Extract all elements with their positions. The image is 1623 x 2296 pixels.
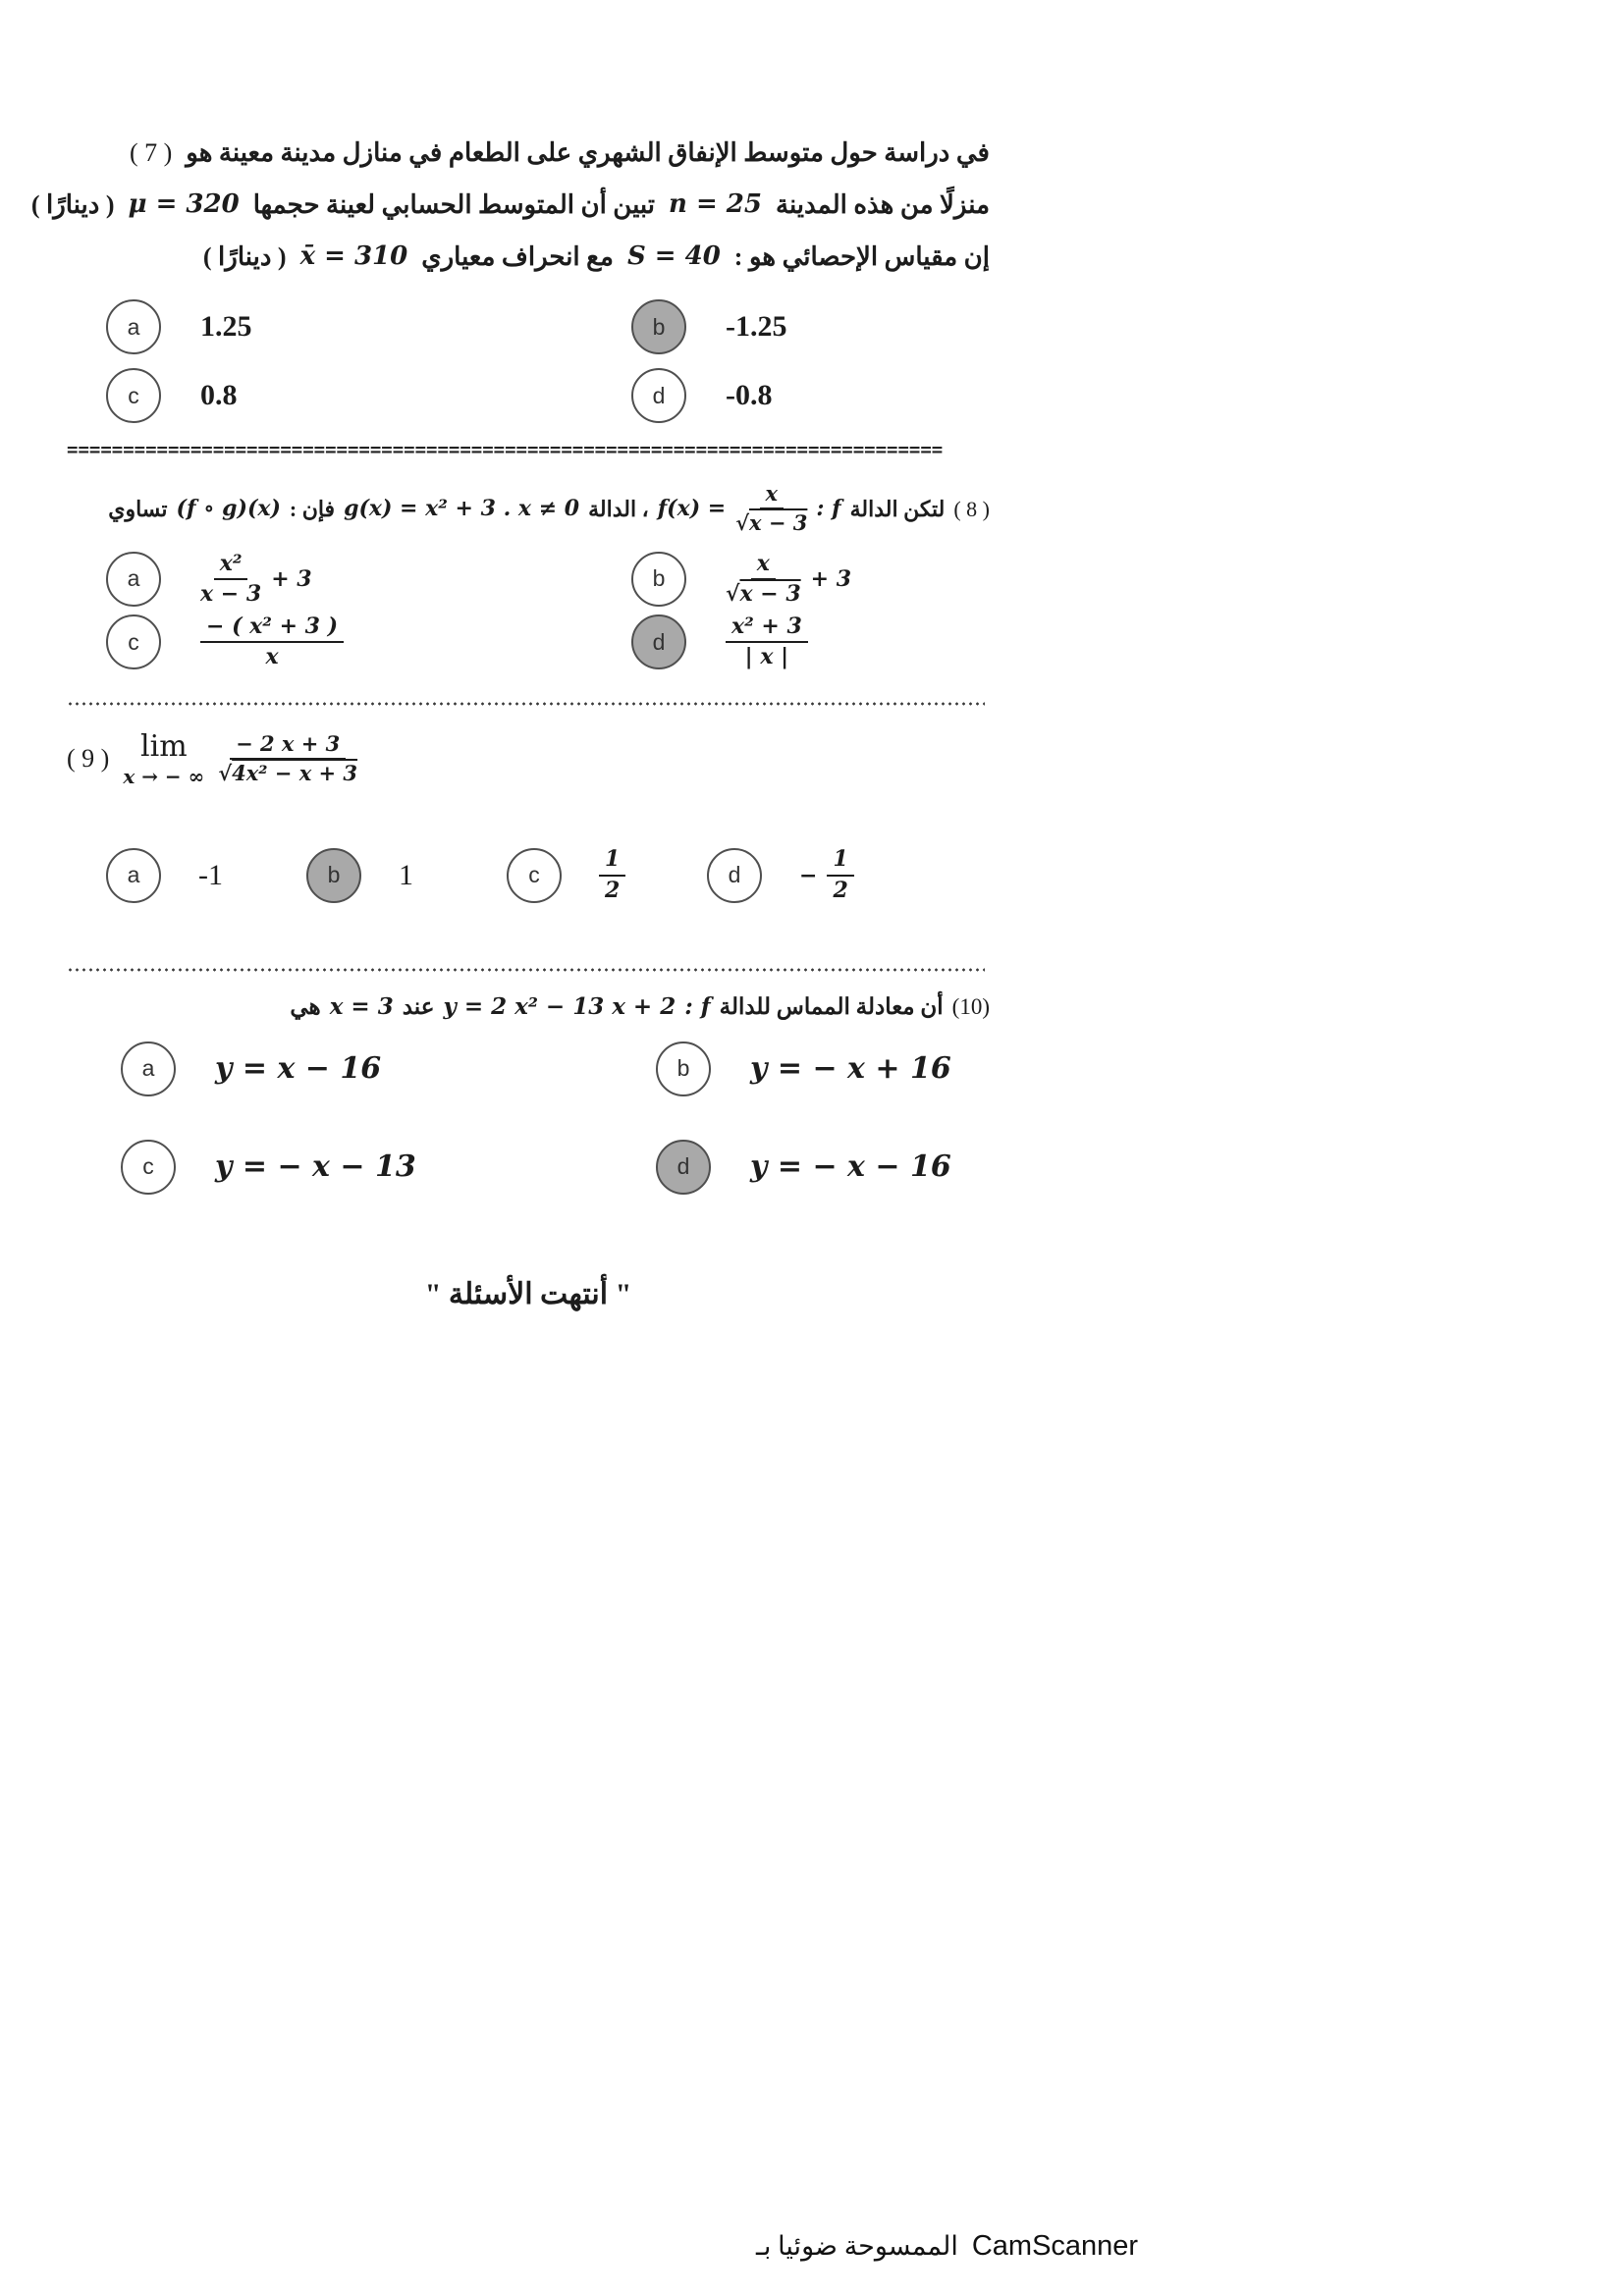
option-letter: b <box>652 313 666 340</box>
equals-separator: ============================================================================== <box>67 439 944 461</box>
limit-operator <box>123 727 204 791</box>
q7-unit-dinar-1: ( دينارًا ) <box>30 190 115 220</box>
q8-intro: لتكن الدالة <box>849 496 946 521</box>
q10-f-label: f : <box>684 992 711 1020</box>
q8-option-a-circle <box>106 552 161 607</box>
q10-option-c-value: y = − x − 13 <box>215 1149 416 1185</box>
q10-curve-equation: y = 2 x² − 13 x + 2 <box>443 992 676 1020</box>
camscanner-brand: CamScanner <box>971 2230 1139 2262</box>
option-letter: a <box>127 862 140 888</box>
q7-unit-dinar-2: ( دينارًا ) <box>202 242 287 272</box>
option-letter: d <box>652 382 666 408</box>
q7-option-c <box>106 368 631 423</box>
q7-text-std-dev: مع انحراف معياري <box>421 242 614 272</box>
q10-point-equation: x = 3 <box>329 992 394 1020</box>
q9-option-d-circle <box>707 848 762 903</box>
radical-sign: √ <box>735 510 750 536</box>
q8-options <box>67 552 990 670</box>
q8-f-def-prefix: f(x) = <box>657 495 727 521</box>
lim-word: lim <box>140 728 188 764</box>
q9-option-c-circle <box>507 848 562 903</box>
q10-option-b <box>656 1041 990 1096</box>
q8-number: ( 8 ) <box>953 496 990 521</box>
q8-then: فإن : <box>289 496 336 521</box>
option-letter: c <box>128 382 139 408</box>
formula-suffix: + 3 <box>810 565 852 592</box>
fraction <box>726 552 801 608</box>
fraction-numerator: 1 <box>827 847 853 876</box>
question-7 <box>30 135 990 423</box>
fraction-numerator: − ( x² + 3 ) <box>200 614 344 643</box>
q8-option-c-circle <box>106 614 161 669</box>
f-fraction <box>735 482 807 535</box>
q9-option-b-circle <box>306 848 361 903</box>
exam-content <box>30 135 990 1341</box>
q7-text-statistic: إن مقياس الإحصائي هو : <box>733 242 990 272</box>
q8-option-b-circle <box>631 552 686 607</box>
fraction-numerator: 1 <box>599 847 625 876</box>
radical-sign: √ <box>726 580 740 607</box>
n-equation: n = 25 <box>669 189 762 220</box>
fraction-numerator: x² <box>214 552 248 580</box>
mu-equation: μ = 320 <box>128 189 240 220</box>
q7-option-d-value: -0.8 <box>726 379 773 412</box>
fraction-numerator: x <box>751 552 776 580</box>
q7-option-a <box>106 299 631 354</box>
option-letter: d <box>676 1153 690 1180</box>
q8-option-c <box>106 614 631 670</box>
q8-option-a-formula <box>200 552 312 608</box>
q8-option-b <box>631 552 990 608</box>
q10-option-a-circle <box>121 1041 176 1096</box>
option-letter: c <box>142 1153 154 1180</box>
fraction-sign: − <box>799 862 818 888</box>
q10-options <box>67 1041 990 1195</box>
q10-option-b-value: y = − x + 16 <box>750 1051 951 1087</box>
q7-option-d <box>631 368 990 423</box>
q8-f-definition <box>658 482 808 535</box>
option-letter: a <box>141 1055 155 1082</box>
fraction <box>599 847 625 903</box>
q8-text <box>67 482 990 535</box>
q7-text-line1: في دراسة حول متوسط الإنفاق الشهري على الطعام في منازل مدينة معينة هو <box>186 138 990 167</box>
option-letter: d <box>652 628 666 655</box>
q10-text <box>67 991 990 1022</box>
q7-line-2 <box>30 187 990 222</box>
q9-option-d-value <box>799 847 870 903</box>
q8-option-a <box>106 552 631 608</box>
q8-f-label: f : <box>816 495 841 521</box>
q9-text <box>67 727 990 791</box>
radicand: 4x² − x + 3 <box>232 761 358 785</box>
q7-option-b <box>631 299 990 354</box>
q10-option-a <box>121 1041 656 1096</box>
q10-intro: أن معادلة المماس للدالة <box>719 993 944 1019</box>
question-10 <box>67 991 990 1195</box>
end-of-questions-text: " أنتهت الأسئلة " <box>424 1277 632 1310</box>
fraction-denominator <box>726 580 801 607</box>
q8-g-definition: g(x) = x² + 3 . x ≠ 0 <box>344 495 580 521</box>
option-letter: c <box>128 628 139 655</box>
option-letter: b <box>652 565 666 592</box>
option-letter: b <box>676 1055 690 1082</box>
q7-option-a-value: 1.25 <box>200 310 252 344</box>
lim-subscript: x → − ∞ <box>123 765 205 789</box>
q7-text-homes: منزلًا من هذه المدينة <box>776 190 990 220</box>
q9-option-b-value: 1 <box>399 858 413 891</box>
option-letter: a <box>127 313 140 340</box>
q10-option-a-value: y = x − 16 <box>215 1051 382 1087</box>
q10-at-word: عند <box>402 993 435 1019</box>
fraction-numerator: x² + 3 <box>726 614 808 643</box>
fraction-denominator: | x | <box>744 644 789 670</box>
s-equation: S = 40 <box>626 241 721 272</box>
option-letter: a <box>127 565 140 592</box>
question-8 <box>67 482 990 669</box>
q9-option-c-value <box>599 847 670 903</box>
q7-option-b-value: -1.25 <box>726 310 787 344</box>
q8-mid: ، الدالة <box>588 496 649 521</box>
fraction-denominator <box>735 509 807 535</box>
radicand: x − 3 <box>749 510 808 536</box>
option-letter: b <box>327 862 341 888</box>
fraction <box>827 847 853 903</box>
formula-suffix: + 3 <box>271 565 312 592</box>
fraction <box>200 552 261 608</box>
q8-option-c-formula <box>200 614 344 670</box>
q7-option-c-circle <box>106 368 161 423</box>
q7-option-c-value: 0.8 <box>200 379 238 412</box>
q8-option-d-formula <box>726 614 808 670</box>
fraction-numerator: x <box>760 482 784 509</box>
q8-option-d-circle <box>631 614 686 669</box>
fraction-denominator: 2 <box>605 877 621 903</box>
q8-option-d <box>631 614 990 670</box>
q8-option-b-formula <box>726 552 851 608</box>
option-letter: c <box>528 862 540 888</box>
q7-number: ( 7 ) <box>129 138 173 167</box>
fraction <box>200 614 344 670</box>
q10-option-d-circle <box>656 1140 711 1195</box>
radicand: x − 3 <box>739 580 801 607</box>
q10-end-word: هي <box>290 993 321 1019</box>
q10-option-b-circle <box>656 1041 711 1096</box>
q10-option-c-circle <box>121 1140 176 1195</box>
q9-option-a-circle <box>106 848 161 903</box>
q10-option-c <box>121 1140 656 1195</box>
q10-option-d-value: y = − x − 16 <box>750 1149 951 1185</box>
q8-equals-word: تساوي <box>108 496 168 521</box>
dotted-separator-2 <box>67 968 985 972</box>
xbar-equation: x̄ = 310 <box>299 241 408 272</box>
question-9 <box>67 727 990 903</box>
q10-option-d <box>656 1140 990 1195</box>
q9-number: ( 9 ) <box>67 744 110 774</box>
q7-option-d-circle <box>631 368 686 423</box>
q7-option-b-circle <box>631 299 686 354</box>
option-letter: d <box>728 862 741 888</box>
q7-option-a-circle <box>106 299 161 354</box>
fraction-denominator: x <box>265 644 279 670</box>
q8-composition: (f ∘ g)(x) <box>176 495 281 521</box>
q7-line-1 <box>67 135 990 170</box>
camscanner-watermark <box>756 2230 1138 2263</box>
q7-options <box>67 299 990 423</box>
fraction-denominator: x − 3 <box>200 580 262 607</box>
q9-options <box>67 847 990 903</box>
dotted-separator-1 <box>67 702 985 706</box>
fraction <box>726 614 808 670</box>
q7-line-3 <box>67 240 990 274</box>
radical-sign: √ <box>218 761 233 785</box>
camscanner-arabic-text: الممسوحة ضوئيا بـ <box>756 2231 958 2261</box>
limit-fraction <box>218 732 357 785</box>
fraction-denominator: 2 <box>833 877 848 903</box>
fraction-denominator <box>218 760 357 785</box>
fraction-numerator: − 2 x + 3 <box>230 732 346 760</box>
q9-option-a-value: -1 <box>198 858 223 891</box>
q10-number: (10) <box>951 993 990 1019</box>
q7-text-sample-mean: تبين أن المتوسط الحسابي لعينة حجمها <box>252 190 656 220</box>
